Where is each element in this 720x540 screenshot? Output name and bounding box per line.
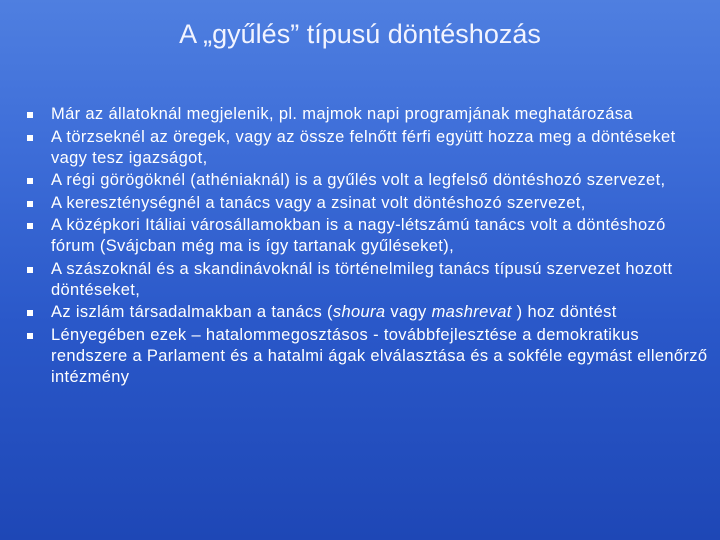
bullet-item xyxy=(22,325,712,388)
bullet-item xyxy=(22,302,712,323)
bullet-text xyxy=(51,303,617,321)
bullet-text: A törzseknél az öregek, vagy az össze felnőtt férfi együtt hozza meg a döntéseket vagy tesz igazságot, xyxy=(51,127,676,167)
bullet-item xyxy=(22,215,712,257)
bullet-text-part: ) hoz döntést xyxy=(511,303,617,321)
bullet-item xyxy=(22,104,712,125)
bullet-text: Lényegében ezek – hatalommegosztásos - továbbfejlesztése a demokratikus rendszere a Parlament és a hatalmi ágak elválasztása és a sokféle egymást ellenőrző intézmény xyxy=(51,325,708,386)
bullet-list xyxy=(22,104,712,389)
bullet-text: Már az állatoknál megjelenik, pl. majmok napi programjának meghatározása xyxy=(51,105,633,123)
square-bullet-icon xyxy=(27,178,33,184)
square-bullet-icon xyxy=(27,135,33,141)
bullet-item xyxy=(22,193,712,214)
bullet-text: A kereszténységnél a tanács vagy a zsinat volt döntéshozó szervezet, xyxy=(51,193,586,212)
term-shoura: shoura xyxy=(332,303,386,321)
square-bullet-icon xyxy=(27,267,33,273)
bullet-text-part: Az iszlám társadalmakban a tanács ( xyxy=(51,303,333,321)
square-bullet-icon xyxy=(27,112,33,118)
square-bullet-icon xyxy=(27,333,33,339)
bullet-text: A középkori Itáliai városállamokban is a nagy-létszámú tanács volt a döntéshozó fórum (Svájcban még ma is így tartanak gyűléseket), xyxy=(51,216,666,255)
square-bullet-icon xyxy=(27,201,33,207)
bullet-item xyxy=(22,170,712,191)
term-mashrevat: mashrevat xyxy=(431,303,512,321)
bullet-text: A régi görögöknél (athéniaknál) is a gyűlés volt a legfelső döntéshozó szervezet, xyxy=(51,171,666,189)
square-bullet-icon xyxy=(27,310,33,316)
bullet-text: A szászoknál és a skandinávoknál is történelmileg tanács típusú szervezet hozott döntéseket, xyxy=(51,259,673,299)
square-bullet-icon xyxy=(27,223,33,229)
bullet-item xyxy=(22,127,712,169)
slide-title: A „gyűlés” típusú döntéshozás xyxy=(179,19,541,49)
bullet-item xyxy=(22,259,712,301)
bullet-text-part: vagy xyxy=(385,303,432,321)
